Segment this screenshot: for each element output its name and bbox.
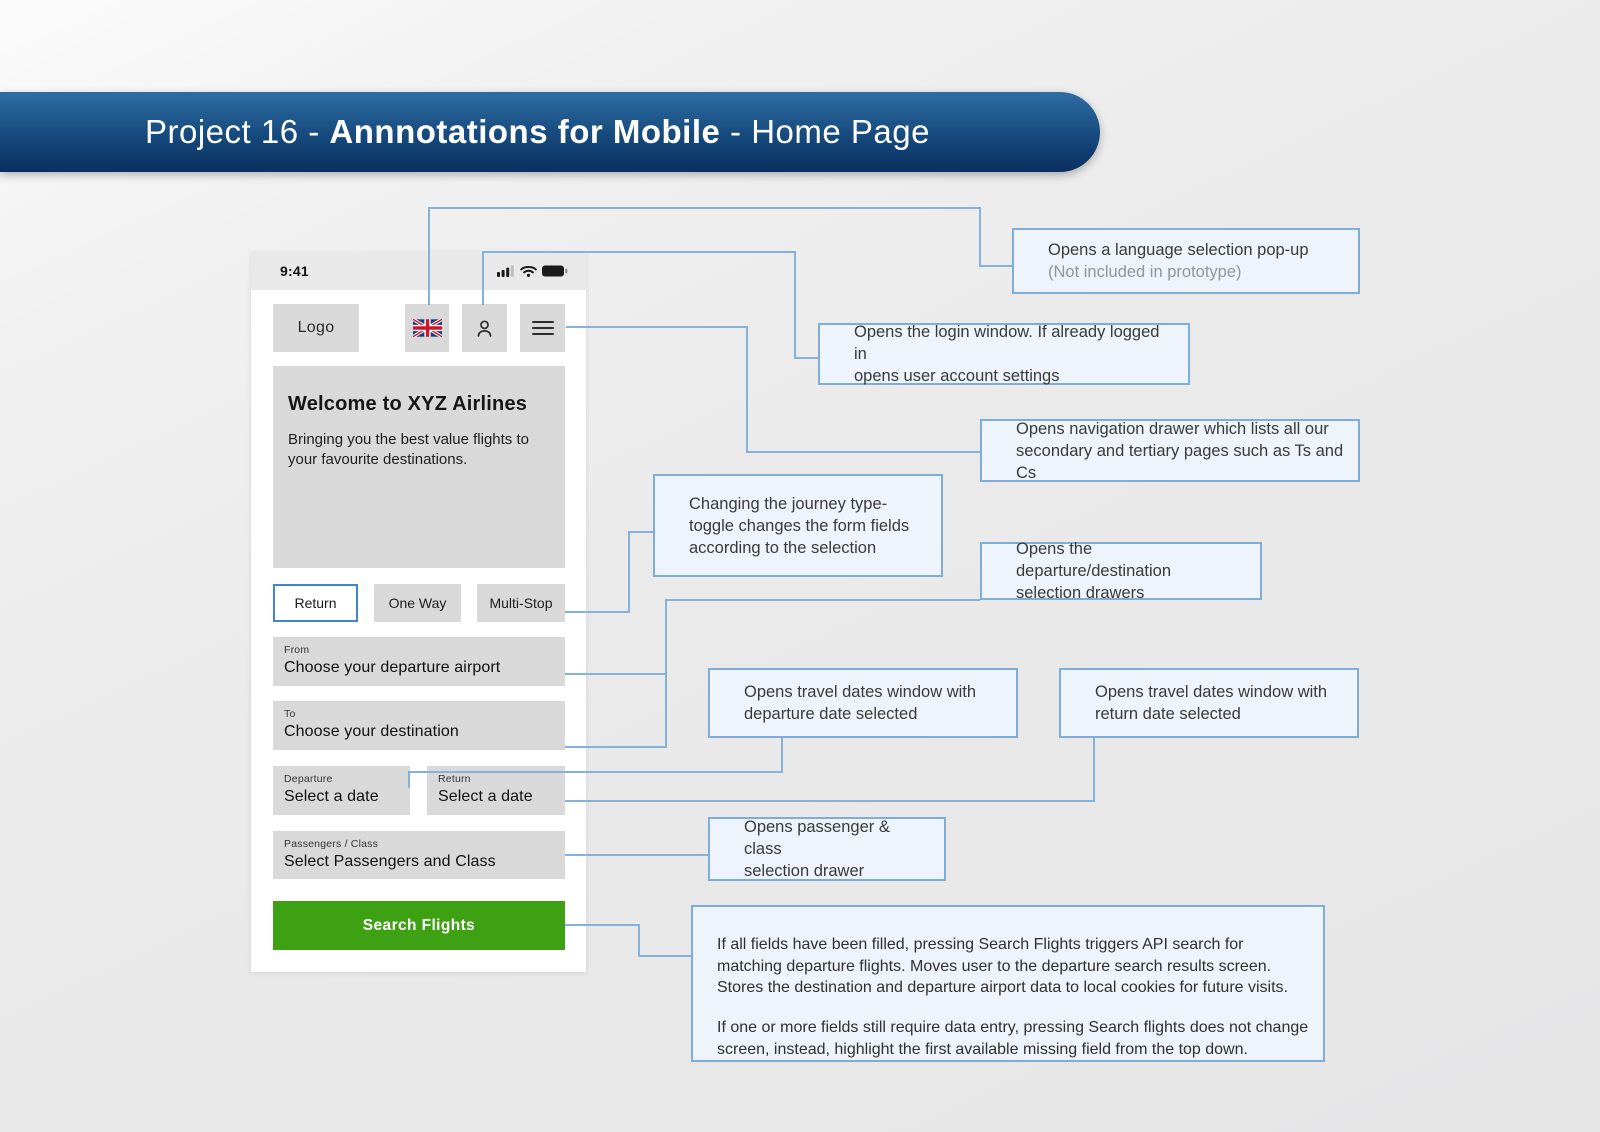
signal-icon [497, 265, 515, 277]
from-value: Choose your departure airport [284, 659, 501, 676]
toggle-multi-stop-label: Multi-Stop [489, 595, 553, 611]
banner-suffix: - Home Page [720, 113, 930, 150]
note-search-p2-l1: If one or more fields still require data entry, pressing Search flights does not change [717, 1019, 1309, 1036]
note-language-line1: Opens a language selection pop-up [1048, 241, 1309, 259]
note-login-line1: Opens the login window. If already logged in [854, 323, 1160, 363]
logo-label: Logo [297, 319, 335, 336]
status-bar [251, 252, 586, 290]
note-language-line2: (Not included in prototype) [1048, 263, 1242, 281]
note-dep-dest [980, 542, 1262, 600]
note-nav-line2: secondary and tertiary pages such as Ts and Cs [1016, 441, 1344, 482]
passengers-field[interactable] [273, 831, 565, 879]
language-flag-button[interactable] [405, 304, 449, 352]
connector-return-dates [565, 738, 1094, 801]
note-journey-line3: according to the selection [689, 538, 877, 557]
return-date-value: Select a date [438, 788, 533, 805]
hero-section [273, 366, 565, 568]
departure-date-label: Departure [284, 773, 333, 785]
status-time: 9:41 [280, 263, 309, 279]
uk-flag-icon [413, 319, 442, 337]
page-title-banner [0, 92, 1100, 172]
from-field[interactable] [273, 637, 565, 686]
mobile-mockup [251, 252, 586, 972]
search-flights-button[interactable] [273, 901, 565, 950]
note-login-line2: opens user account settings [854, 367, 1060, 385]
status-icons [497, 265, 568, 277]
note-language [1012, 228, 1360, 294]
hero-subtitle: Bringing you the best value flights to your favourite destinations. [288, 431, 529, 468]
departure-date-field[interactable] [273, 766, 410, 815]
note-passengers-line2: selection drawer [744, 862, 865, 880]
banner-emphasis: Annnotations for Mobile [329, 113, 721, 150]
person-icon [473, 317, 496, 340]
to-label: To [284, 708, 296, 720]
return-date-field[interactable] [427, 766, 565, 815]
search-flights-label: Search Flights [362, 916, 476, 934]
note-passengers [708, 817, 946, 881]
note-search-flights [691, 905, 1325, 1062]
toggle-one-way[interactable] [374, 584, 461, 622]
note-nav-drawer [980, 419, 1360, 482]
note-nav-line1: Opens navigation drawer which lists all our [1016, 419, 1329, 438]
note-search-p1-l3: Stores the destination and departure airport data to local cookies for future visits. [717, 979, 1288, 996]
banner-prefix: Project 16 - [145, 113, 330, 150]
return-date-label: Return [438, 773, 471, 785]
note-departure-dates [708, 668, 1018, 738]
toggle-multi-stop[interactable] [477, 584, 565, 622]
note-return-dates [1059, 668, 1359, 738]
note-passengers-line1: Opens passenger & class [744, 818, 890, 858]
departure-date-value: Select a date [284, 788, 379, 805]
battery-icon [542, 265, 568, 277]
note-search-p1-l1: If all fields have been filled, pressing Search Flights triggers API search for [717, 936, 1244, 953]
note-login [818, 323, 1190, 385]
note-depdates-line1: Opens travel dates window with [744, 683, 977, 701]
note-search-p1-l2: matching departure flights. Moves user to the departure search results screen. [717, 957, 1272, 975]
note-search-p2-l2: screen, instead, highlight the first available missing field from the top down. [717, 1040, 1248, 1058]
toggle-return[interactable] [273, 584, 358, 622]
hero-title: Welcome to XYZ Airlines [288, 393, 528, 415]
note-depdates-line2: departure date selected [744, 705, 918, 723]
note-depdest-line1: Opens the departure/destination [1016, 540, 1172, 580]
passengers-label: Passengers / Class [284, 838, 379, 850]
note-retdates-line2: return date selected [1095, 705, 1241, 723]
note-search-paragraph-gap [717, 999, 1311, 1018]
note-journey-line2: toggle changes the form fields [689, 516, 910, 535]
to-field[interactable] [273, 701, 565, 750]
wifi-icon [520, 265, 537, 277]
to-value: Choose your destination [284, 723, 459, 740]
note-journey-line1: Changing the journey type- [689, 494, 888, 513]
note-journey-toggle [653, 474, 943, 577]
toggle-return-label: Return [294, 595, 337, 611]
account-button[interactable] [462, 304, 507, 352]
note-depdest-line2: selection drawers [1016, 584, 1145, 602]
note-retdates-line1: Opens travel dates window with [1095, 683, 1328, 701]
logo-button[interactable] [273, 304, 359, 352]
toggle-one-way-label: One Way [388, 595, 447, 611]
from-label: From [284, 644, 310, 656]
passengers-value: Select Passengers and Class [284, 853, 496, 870]
menu-button[interactable] [520, 304, 565, 352]
hamburger-icon [532, 320, 554, 336]
